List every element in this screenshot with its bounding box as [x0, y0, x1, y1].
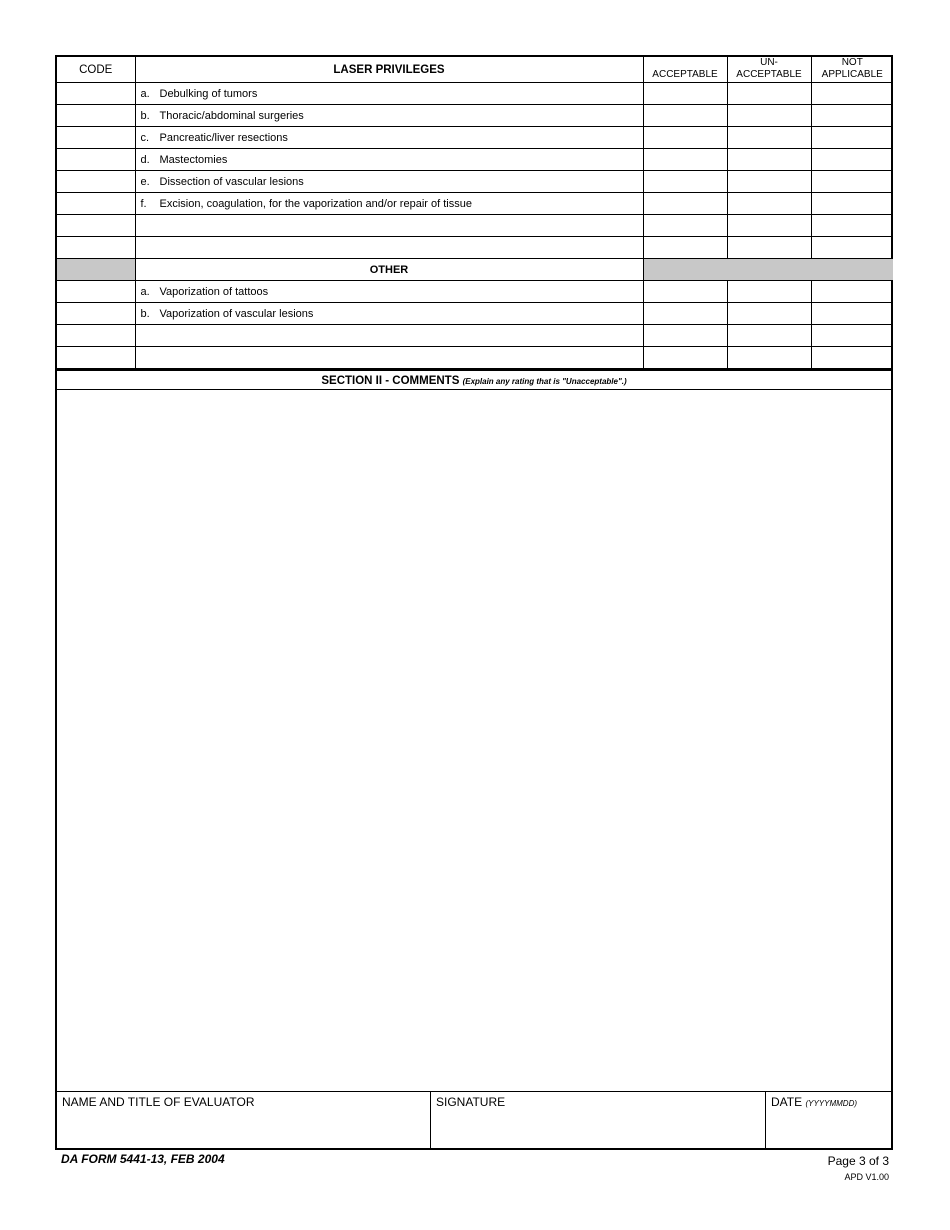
- item-letter: f.: [140, 197, 147, 210]
- item-letter: d.: [140, 153, 150, 166]
- list-item: [135, 281, 643, 303]
- item-text: Thoracic/abdominal surgeries: [159, 109, 304, 122]
- date-format-hint: (YYYYMMDD): [805, 1099, 858, 1108]
- not-applicable-checkbox[interactable]: [811, 303, 893, 325]
- code-header: CODE: [57, 57, 135, 83]
- evaluator-field[interactable]: [57, 1092, 431, 1148]
- apd-version: APD V1.00: [844, 1172, 889, 1182]
- acceptable-checkbox[interactable]: [643, 149, 727, 171]
- not-applicable-checkbox[interactable]: [811, 171, 893, 193]
- acceptable-checkbox[interactable]: [643, 347, 727, 369]
- table-row: [57, 105, 893, 127]
- acceptable-checkbox[interactable]: [643, 105, 727, 127]
- item-letter: b.: [140, 109, 150, 122]
- other-header-row: [57, 259, 893, 281]
- item-text: Debulking of tumors: [159, 87, 258, 100]
- acceptable-checkbox[interactable]: [643, 83, 727, 105]
- item-text: Vaporization of vascular lesions: [159, 307, 314, 320]
- form-id: DA FORM 5441-13, FEB 2004: [61, 1152, 225, 1166]
- acceptable-label: ACCEPTABLE: [652, 69, 718, 80]
- table-row: [57, 171, 893, 193]
- item-letter: c.: [140, 131, 150, 144]
- list-item: [135, 83, 643, 105]
- not-applicable-checkbox[interactable]: [811, 281, 893, 303]
- code-input[interactable]: [57, 127, 135, 149]
- acceptable-checkbox[interactable]: [643, 237, 727, 259]
- item-input[interactable]: [135, 347, 643, 369]
- page-number: Page 3 of 3: [827, 1154, 889, 1168]
- item-text: Dissection of vascular lesions: [159, 175, 304, 188]
- signature-label: SIGNATURE: [436, 1095, 506, 1109]
- not-applicable-label-line2: APPLICABLE: [821, 69, 883, 80]
- laser-privileges-header: LASER PRIVILEGES: [135, 57, 643, 83]
- item-letter: a.: [140, 285, 150, 298]
- signature-block: [57, 1091, 891, 1148]
- blank-row: [57, 215, 893, 237]
- code-input[interactable]: [57, 347, 135, 369]
- table-row: [57, 127, 893, 149]
- acceptable-header: [643, 57, 727, 83]
- list-item: [135, 171, 643, 193]
- not-applicable-checkbox[interactable]: [811, 193, 893, 215]
- blank-row: [57, 347, 893, 369]
- acceptable-checkbox[interactable]: [643, 171, 727, 193]
- code-input[interactable]: [57, 83, 135, 105]
- table-row: [57, 303, 893, 325]
- signature-field[interactable]: [431, 1092, 766, 1148]
- acceptable-checkbox[interactable]: [643, 127, 727, 149]
- not-applicable-checkbox[interactable]: [811, 237, 893, 259]
- table-row: [57, 149, 893, 171]
- item-text: Excision, coagulation, for the vaporization and/or repair of tissue: [159, 197, 472, 210]
- not-applicable-checkbox[interactable]: [811, 347, 893, 369]
- not-applicable-checkbox[interactable]: [811, 127, 893, 149]
- table-row: [57, 281, 893, 303]
- section-ii-header: [57, 369, 891, 390]
- blank-row: [57, 325, 893, 347]
- unacceptable-label-line1: UN-: [760, 57, 778, 68]
- table-header-row: [57, 57, 893, 83]
- unacceptable-header: [727, 57, 811, 83]
- shaded-cell: [57, 259, 135, 281]
- not-applicable-checkbox[interactable]: [811, 105, 893, 127]
- table-row: [57, 83, 893, 105]
- code-input[interactable]: [57, 237, 135, 259]
- item-input[interactable]: [135, 325, 643, 347]
- item-letter: a.: [140, 87, 150, 100]
- section-ii-title: SECTION II - COMMENTS: [321, 375, 460, 387]
- item-input[interactable]: [135, 215, 643, 237]
- table-row: [57, 193, 893, 215]
- not-applicable-header: [811, 57, 893, 83]
- item-text: Pancreatic/liver resections: [159, 131, 288, 144]
- not-applicable-label-line1: NOT: [841, 57, 863, 68]
- list-item: [135, 127, 643, 149]
- unacceptable-checkbox[interactable]: [727, 215, 811, 237]
- code-input[interactable]: [57, 303, 135, 325]
- item-letter: e.: [140, 175, 150, 188]
- acceptable-checkbox[interactable]: [643, 215, 727, 237]
- code-input[interactable]: [57, 193, 135, 215]
- not-applicable-checkbox[interactable]: [811, 83, 893, 105]
- blank-row: [57, 237, 893, 259]
- code-input[interactable]: [57, 281, 135, 303]
- unacceptable-checkbox[interactable]: [727, 237, 811, 259]
- unacceptable-checkbox[interactable]: [727, 325, 811, 347]
- date-label: DATE: [771, 1095, 803, 1109]
- code-input[interactable]: [57, 215, 135, 237]
- form-frame: [55, 55, 893, 1150]
- shaded-cell: [643, 259, 893, 281]
- not-applicable-checkbox[interactable]: [811, 325, 893, 347]
- acceptable-checkbox[interactable]: [643, 193, 727, 215]
- section-ii-note: (Explain any rating that is "Unacceptable".): [462, 377, 627, 386]
- unacceptable-checkbox[interactable]: [727, 303, 811, 325]
- item-input[interactable]: [135, 237, 643, 259]
- unacceptable-checkbox[interactable]: [727, 171, 811, 193]
- comments-field[interactable]: [57, 390, 891, 1093]
- item-letter: b.: [140, 307, 150, 320]
- date-field[interactable]: [766, 1092, 891, 1148]
- list-item: [135, 149, 643, 171]
- acceptable-checkbox[interactable]: [643, 281, 727, 303]
- code-input[interactable]: [57, 105, 135, 127]
- code-input[interactable]: [57, 325, 135, 347]
- laser-privileges-table: [57, 57, 893, 369]
- list-item: [135, 303, 643, 325]
- unacceptable-checkbox[interactable]: [727, 105, 811, 127]
- unacceptable-checkbox[interactable]: [727, 83, 811, 105]
- not-applicable-checkbox[interactable]: [811, 149, 893, 171]
- unacceptable-checkbox[interactable]: [727, 193, 811, 215]
- list-item: [135, 105, 643, 127]
- evaluator-label: NAME AND TITLE OF EVALUATOR: [62, 1095, 255, 1109]
- item-text: Mastectomies: [159, 153, 228, 166]
- acceptable-checkbox[interactable]: [643, 303, 727, 325]
- unacceptable-checkbox[interactable]: [727, 281, 811, 303]
- code-input[interactable]: [57, 171, 135, 193]
- code-input[interactable]: [57, 149, 135, 171]
- other-header: OTHER: [135, 259, 643, 281]
- not-applicable-checkbox[interactable]: [811, 215, 893, 237]
- unacceptable-checkbox[interactable]: [727, 149, 811, 171]
- item-text: Vaporization of tattoos: [159, 285, 269, 298]
- unacceptable-label-line2: ACCEPTABLE: [736, 69, 802, 80]
- acceptable-checkbox[interactable]: [643, 325, 727, 347]
- list-item: [135, 193, 643, 215]
- unacceptable-checkbox[interactable]: [727, 347, 811, 369]
- unacceptable-checkbox[interactable]: [727, 127, 811, 149]
